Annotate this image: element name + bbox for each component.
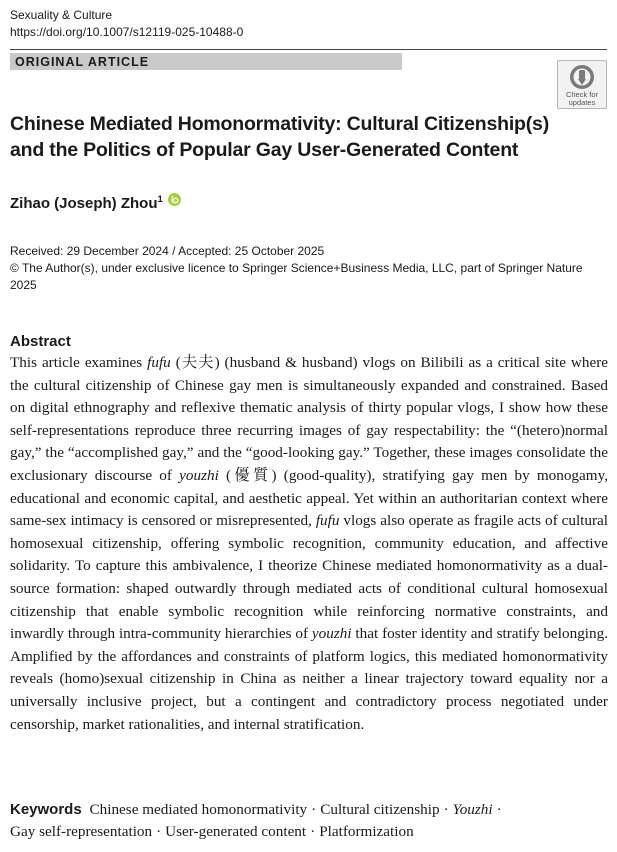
article-type-banner	[10, 53, 402, 70]
check-for-updates-text	[558, 91, 606, 107]
keyword-item: User-generated content	[165, 823, 307, 840]
journal-name: Sexuality & Culture	[10, 8, 113, 22]
keyword-separator: ·	[311, 801, 317, 818]
doi-link[interactable]: https://doi.org/10.1007/s12119-025-10488-0	[10, 25, 244, 39]
author-line	[10, 190, 181, 214]
keywords-section	[10, 799, 608, 843]
abstract-term-youzhi: youzhi	[179, 466, 219, 484]
keyword-separator: ·	[310, 823, 316, 840]
keyword-item: Youzhi	[452, 801, 493, 818]
affiliation-mark: 1	[157, 194, 163, 205]
check-for-updates-line2: updates	[568, 98, 596, 107]
keyword-separator: ·	[156, 823, 162, 840]
keyword-item: Cultural citizenship	[320, 801, 440, 818]
orcid-icon[interactable]	[168, 193, 181, 206]
abstract-term-fufu: fufu	[315, 512, 340, 530]
check-for-updates-icon	[569, 64, 595, 90]
article-type-label: ORIGINAL ARTICLE	[15, 55, 150, 69]
keyword-separator: ·	[496, 801, 502, 818]
keyword-item: Chinese mediated homonormativity	[89, 801, 308, 818]
article-title-line2: and the Politics of Popular Gay User-Generated Content	[10, 139, 519, 161]
abstract-body	[10, 352, 608, 736]
keyword-item: Platformization	[319, 823, 414, 840]
keyword-item: Gay self-representation	[10, 823, 153, 840]
copyright-notice: © The Author(s), under exclusive licence to Springer Science+Business Media, LLC, part of Springer Nature 2025	[10, 261, 583, 292]
keyword-separator: ·	[443, 801, 449, 818]
abstract-text: This article examines	[10, 354, 148, 371]
abstract-text: (優質) (good-quality), stratifying gay men by monogamy, educational and economic capital, and aesthetic appeal. Yet within an authoritarian context where same-sex intimacy is censored or misrepresented,	[10, 466, 608, 530]
abstract-term-youzhi: youzhi	[311, 625, 352, 643]
abstract-text: vlogs also operate as fragile acts of cultural homosexual citizenship, offering symbolic recognition, community education, and affective solidarity. To capture this ambivalence, I theorize Chinese mediated homonormativity as a dual-source formation: shaped outwardly through mediated acts of conditional cultural homosexual citizenship that enable symbolic recognition while reinforcing normative constraints, and inwardly through intra-community hierarchies of	[10, 512, 608, 643]
check-for-updates-badge[interactable]	[557, 60, 607, 109]
author-name[interactable]: Zihao (Joseph) Zhou	[10, 195, 158, 212]
header-divider	[10, 49, 607, 50]
keywords-label: Keywords	[10, 801, 82, 818]
abstract-term-fufu: fufu	[147, 354, 171, 371]
abstract-text: that foster identity and stratify belonging. Amplified by the affordances and constraints of platform logics, this mediated homonormativity reveals (homo)sexual citizenship in China as neither a linear trajectory toward equality nor a universally inclusive project, but a contingent and contradictory process negotiated under censorship, market rationalities, and internal stratification.	[10, 625, 608, 733]
article-title-line1: Chinese Mediated Homonormativity: Cultural Citizenship(s)	[10, 113, 549, 135]
check-for-updates-line1: Check for	[565, 90, 599, 99]
abstract-text: (夫夫) (husband & husband) vlogs on Bilibili as a critical site where the cultural citizenship of Chinese gay men is simultaneously expanded and constrained. Based on digital ethnography and reflexive thematic analysis of thirty popular vlogs, I show how these self-representations reproduce three recurring images of gay respectability: the “(hetero)normal gay,” the “accomplished gay,” and the “good-looking gay.” Together, these images consolidate the exclusionary discourse of	[10, 354, 609, 484]
abstract-heading: Abstract	[10, 333, 71, 350]
article-title	[10, 111, 570, 163]
received-accepted-dates: Received: 29 December 2024 / Accepted: 25 October 2025	[10, 244, 325, 258]
